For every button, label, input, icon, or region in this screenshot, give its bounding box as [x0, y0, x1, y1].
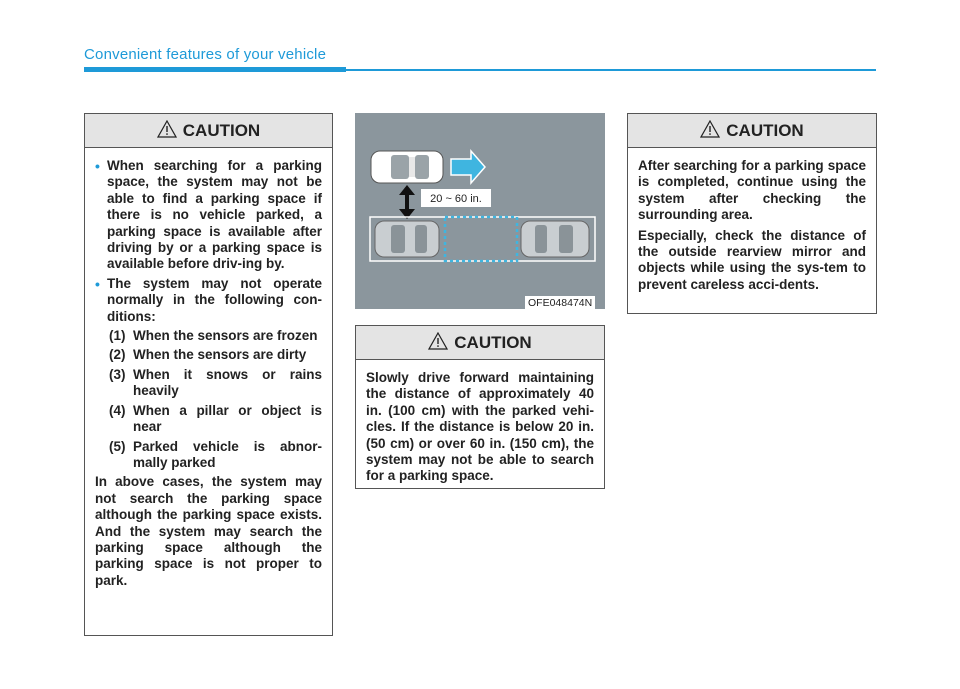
condition-text: Parked vehicle is abnor-mally parked	[133, 438, 322, 470]
caution-title: CAUTION	[454, 332, 532, 352]
distance-arrow-icon	[399, 185, 415, 219]
page-section-header: Convenient features of your vehicle	[84, 46, 327, 63]
caution-text: Slowly drive forward maintaining the distance of approximately 40 in. (100 cm) with the parked vehi-cles. If the distance is below 20 in. (50 cm) or over 60 in. (150 cm), the system may not be able to search for a parking space.	[366, 370, 594, 484]
bullet-item	[95, 276, 322, 325]
bullet-item	[95, 158, 322, 273]
bullet-dot-icon: •	[95, 275, 100, 292]
direction-arrow-icon	[451, 151, 485, 183]
condition-item	[109, 403, 322, 436]
parked-car-left-icon	[375, 221, 439, 257]
caution-title: CAUTION	[182, 120, 261, 140]
condition-item	[109, 367, 322, 400]
caution-body	[85, 148, 332, 601]
caution-paragraph-1: After searching for a parking space is completed, continue using the system after checking the surrounding area.	[638, 158, 866, 223]
caution-header	[85, 114, 332, 148]
distance-label: 20 ~ 60 in.	[430, 193, 482, 205]
caution-paragraph-2: Especially, check the distance of the outside rearview mirror and objects while using the sys-tem to prevent careless acci-dents.	[638, 227, 866, 292]
warning-triangle-icon	[157, 120, 177, 138]
figure-code: OFE048474N	[525, 296, 595, 310]
condition-number: (4)	[109, 402, 126, 418]
header-rule	[346, 69, 876, 71]
closing-paragraph: In above cases, the system may not search the parking space although the parking space exists. And the system may search the parking space although the parking space is not proper to park.	[95, 474, 322, 588]
caution-header	[628, 114, 876, 148]
bullet-text: When searching for a parking space, the system may not be able to find a parking space if there is no vehicle parked, a parking space is available after driving by or a parking space is available before driv-ing by.	[107, 158, 322, 272]
caution-header	[356, 326, 604, 360]
condition-item	[109, 347, 322, 363]
caution-title: CAUTION	[726, 120, 804, 140]
condition-number: (5)	[109, 438, 126, 454]
condition-number: (1)	[109, 328, 126, 344]
caution-body	[356, 360, 604, 497]
condition-item	[109, 328, 322, 344]
parked-car-right-icon	[521, 221, 589, 257]
condition-number: (3)	[109, 366, 126, 382]
warning-triangle-icon	[428, 332, 448, 350]
bullet-dot-icon: •	[95, 158, 100, 174]
parking-diagram	[355, 113, 605, 309]
caution-box-right	[627, 113, 877, 314]
condition-text: When a pillar or object is near	[133, 402, 322, 435]
condition-text: When it snows or rains heavily	[133, 366, 322, 399]
warning-triangle-icon	[700, 120, 720, 138]
parking-illustration	[355, 113, 605, 309]
caution-box-left	[84, 113, 333, 636]
bullet-text: The system may not operate normally in the following con-ditions:	[107, 275, 322, 324]
condition-item	[109, 439, 322, 472]
condition-number: (2)	[109, 347, 126, 363]
header-accent-bar	[84, 67, 346, 72]
caution-body	[628, 148, 876, 305]
caution-box-middle	[355, 325, 605, 489]
moving-car-icon	[371, 151, 443, 183]
condition-text: When the sensors are frozen	[133, 328, 318, 344]
condition-text: When the sensors are dirty	[133, 347, 307, 363]
